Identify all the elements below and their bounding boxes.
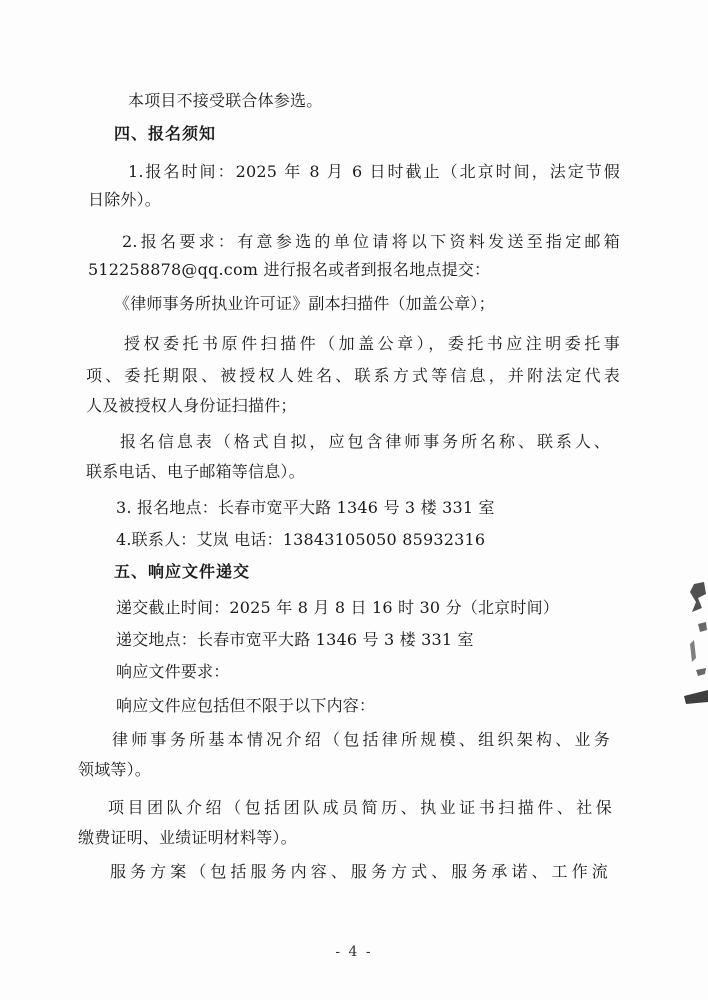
paragraph-submission-deadline: 递交截止时间：2025 年 8 月 8 日 16 时 30 分（北京时间） [116,598,559,617]
seal-edge-mark [676,578,708,728]
paragraph-license-copy: 《律师事务所执业许可证》副本扫描件（加盖公章）； [114,294,495,313]
paragraph-no-consortium: 本项目不接受联合体参选。 [128,91,323,110]
paragraph-firm-intro-line2: 领域等）。 [78,760,152,779]
paragraph-authorization-line3: 人及被授权人身份证扫描件； [86,396,297,415]
paragraph-response-requirements: 响应文件要求： [116,662,230,681]
paragraph-team-intro-line1: 项目团队介绍（包括团队成员简历、执业证书扫描件、社保 [108,798,612,817]
paragraph-registration-requirements-line2: 512258878@qq.com 进行报名或者到报名地点提交： [88,260,491,279]
paragraph-registration-location: 3. 报名地点：长春市宽平大路 1346 号 3 楼 331 室 [116,498,495,517]
paragraph-service-plan: 服务方案（包括服务内容、服务方式、服务承诺、工作流 [110,862,608,881]
paragraph-submission-location: 递交地点：长春市宽平大路 1346 号 3 楼 331 室 [116,630,474,649]
section-heading-submission: 五、响应文件递交 [114,562,251,581]
section-heading-registration: 四、报名须知 [114,124,217,143]
paragraph-registration-time-line1: 1.报名时间：2025 年 8 月 6 日时截止（北京时间，法定节假 [128,162,620,181]
paragraph-contact: 4.联系人：艾岚 电话：13843105050 85932316 [116,530,486,549]
page-number: - 4 - [335,944,373,960]
paragraph-authorization-line2: 项、委托期限、被授权人姓名、联系方式等信息，并附法定代表 [86,366,620,385]
paragraph-registration-requirements-line1: 2.报名要求：有意参选的单位请将以下资料发送至指定邮箱 [122,232,620,251]
paragraph-registration-form-line1: 报名信息表（格式自拟，应包含律师事务所名称、联系人、 [120,432,610,451]
paragraph-response-contents: 响应文件应包括但不限于以下内容： [116,696,376,715]
paragraph-authorization-line1: 授权委托书原件扫描件（加盖公章），委托书应注明委托事 [124,334,620,353]
paragraph-registration-form-line2: 联系电话、电子邮箱等信息）。 [86,462,305,481]
paragraph-firm-intro-line1: 律师事务所基本情况介绍（包括律所规模、组织架构、业务 [112,730,610,749]
paragraph-registration-time-line2: 日除外）。 [88,190,162,209]
paragraph-team-intro-line2: 缴费证明、业绩证明材料等）。 [78,828,297,847]
